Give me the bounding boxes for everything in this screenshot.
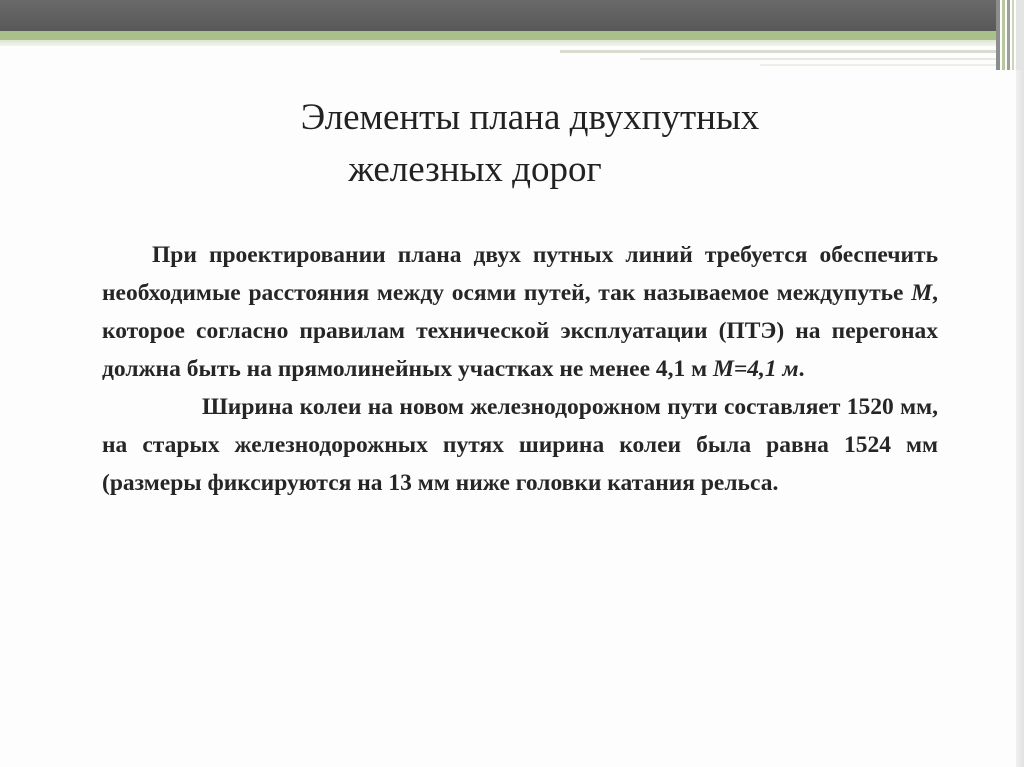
slide-title — [150, 92, 910, 196]
symbol-m: М — [911, 280, 933, 306]
corner-bar — [1007, 0, 1010, 70]
paragraph-gauge-width: Ширина колеи на новом железнодорожном пути составляет 1520 мм, на старых железнодорожных путях ширина колеи была равна 1524 мм (размеры фиксируются на 13 мм ниже головки катания рельса. — [102, 394, 938, 496]
paragraph-text: , которое согласно правилам технической эксплуатации (ПТЭ) на перегонах должна быть на прямолинейных участках не менее 4,1 м — [102, 280, 938, 382]
page-edge-shadow — [1016, 70, 1024, 767]
header-thin-stripe-2 — [640, 58, 1000, 60]
header-light-stripe — [0, 40, 1000, 46]
paragraph-track-spacing — [102, 236, 938, 388]
corner-bar — [1002, 0, 1005, 70]
formula-m-value: М=4,1 м — [713, 356, 799, 382]
header-thin-stripe-3 — [760, 64, 1000, 66]
slide-title-line-1: Элементы плана двухпутных — [300, 97, 760, 138]
header-accent-stripe — [0, 31, 1000, 40]
slide-title-line-2: железных дорог — [348, 149, 602, 190]
paragraph-text: . — [798, 356, 805, 382]
corner-bar — [1012, 0, 1014, 70]
header-band — [0, 0, 1000, 31]
paragraph-text: При проектировании плана двух путных линий требуется обеспечить необходимые расстояния между осями путей, так называемое междупутье — [102, 242, 938, 306]
corner-bar — [1016, 0, 1024, 70]
slide-body — [102, 236, 938, 502]
corner-bar — [996, 0, 1000, 70]
header-thin-stripe — [560, 50, 1000, 53]
